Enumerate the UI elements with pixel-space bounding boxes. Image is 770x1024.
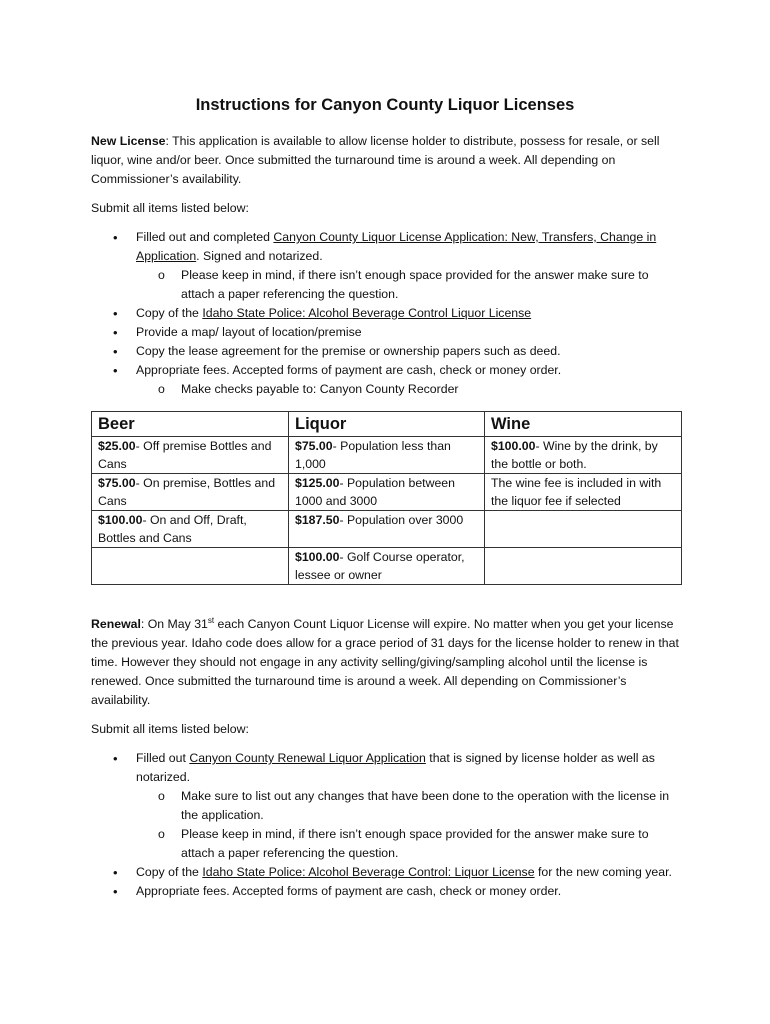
list-item-text: Appropriate fees. Accepted forms of payment are cash, check or money order. bbox=[136, 363, 562, 377]
fee-description: - Wine by the drink, by the bottle or both. bbox=[491, 439, 658, 471]
application-link[interactable]: Canyon County Liquor License Application: New, Transfers, Change in Application bbox=[136, 230, 657, 263]
fee-description: - On premise, Bottles and Cans bbox=[98, 476, 276, 508]
table-row bbox=[92, 437, 682, 474]
sub-list-item: o Please keep in mind, if there isn’t enough space provided for the answer make sure to attach a paper referencing the question. bbox=[136, 266, 683, 304]
table-cell bbox=[289, 474, 485, 511]
table-row bbox=[92, 548, 682, 585]
isp-liquor-license-link[interactable]: Idaho State Police: Alcohol Beverage Control: Liquor License bbox=[202, 865, 535, 879]
table-row bbox=[92, 511, 682, 548]
fee-amount: $100.00 bbox=[98, 513, 143, 527]
sub-list-item: o Make sure to list out any changes that have been done to the operation with the license in the application. bbox=[136, 787, 683, 825]
table-cell bbox=[485, 548, 682, 585]
list-item: • Appropriate fees. Accepted forms of payment are cash, check or money order. bbox=[91, 882, 683, 901]
page-title: Instructions for Canyon County Liquor Licenses bbox=[195, 96, 575, 114]
new-license-heading: New License bbox=[91, 134, 166, 148]
fee-description: - Population less than 1,000 bbox=[295, 439, 451, 471]
list-item bbox=[91, 361, 683, 399]
list-item bbox=[91, 304, 683, 323]
list-item-text: . Signed and notarized. bbox=[196, 249, 323, 263]
list-item: • Provide a map/ layout of location/premise bbox=[91, 323, 683, 342]
fee-amount: $125.00 bbox=[295, 476, 340, 490]
list-item-text: Filled out and completed bbox=[136, 230, 274, 244]
renewal-section bbox=[91, 615, 683, 710]
new-license-submit-text: Submit all items listed below: bbox=[91, 201, 249, 215]
ordinal-suffix: st bbox=[207, 615, 215, 625]
fee-amount: $75.00 bbox=[295, 439, 333, 453]
table-cell bbox=[92, 474, 289, 511]
list-item-text: for the new coming year. bbox=[534, 865, 672, 879]
table-cell bbox=[92, 511, 289, 548]
table-cell bbox=[289, 437, 485, 474]
isp-license-link[interactable]: Idaho State Police: Alcohol Beverage Control Liquor License bbox=[202, 306, 532, 320]
list-item bbox=[91, 749, 683, 863]
fee-amount: $187.50 bbox=[295, 513, 340, 527]
renewal-intro bbox=[91, 615, 683, 710]
fee-amount: $75.00 bbox=[98, 476, 136, 490]
renewal-heading: Renewal bbox=[91, 617, 141, 631]
list-item: • Copy the lease agreement for the premise or ownership papers such as deed. bbox=[91, 342, 683, 361]
new-license-section bbox=[91, 132, 683, 189]
sub-list-item: o Please keep in mind, if there isn’t enough space provided for the answer make sure to attach a paper referencing the question. bbox=[136, 825, 683, 863]
fee-description: - Population between 1000 and 3000 bbox=[295, 476, 455, 508]
renewal-checklist bbox=[91, 749, 683, 901]
renewal-submit-note bbox=[91, 720, 683, 739]
new-license-checklist bbox=[91, 228, 683, 399]
fee-description: - On and Off, Draft, Bottles and Cans bbox=[98, 513, 247, 545]
list-item bbox=[91, 228, 683, 304]
renewal-intro-text: : On May 31 bbox=[140, 617, 208, 631]
list-item-text: that is signed by license holder as well as notarized. bbox=[136, 751, 655, 784]
fee-amount: $25.00 bbox=[98, 439, 136, 453]
table-cell bbox=[485, 511, 682, 548]
table-cell bbox=[485, 437, 682, 474]
list-item bbox=[91, 863, 683, 882]
sub-list-item: o Make checks payable to: Canyon County Recorder bbox=[136, 380, 683, 399]
fee-description: - Off premise Bottles and Cans bbox=[98, 439, 272, 471]
renewal-application-link[interactable]: Canyon County Renewal Liquor Application bbox=[189, 751, 426, 765]
fee-description: - Population over 3000 bbox=[339, 513, 464, 527]
table-cell bbox=[92, 437, 289, 474]
table-cell bbox=[92, 548, 289, 585]
new-license-intro bbox=[91, 132, 683, 189]
table-cell bbox=[289, 511, 485, 548]
table-cell bbox=[289, 548, 485, 585]
fees-table bbox=[91, 411, 682, 585]
column-header-beer: Beer bbox=[92, 412, 289, 437]
new-license-submit-note bbox=[91, 199, 683, 218]
fee-amount: $100.00 bbox=[295, 550, 340, 564]
list-item-text: Copy of the bbox=[136, 306, 203, 320]
renewal-submit-text: Submit all items listed below: bbox=[91, 722, 249, 736]
new-license-intro-text: : This application is available to allow license holder to distribute, possess for resale, or sell liquor, wine and/or beer. Once submitted the turnaround time is around a week. All depending on Commissioner’s availability. bbox=[91, 134, 660, 186]
table-cell bbox=[485, 474, 682, 511]
fee-description: The wine fee is included in with the liquor fee if selected bbox=[491, 476, 662, 508]
fee-amount: $100.00 bbox=[491, 439, 536, 453]
column-header-liquor: Liquor bbox=[289, 412, 485, 437]
table-header-row bbox=[92, 412, 682, 437]
table-row bbox=[92, 474, 682, 511]
list-item-text: Filled out bbox=[136, 751, 190, 765]
column-header-wine: Wine bbox=[485, 412, 682, 437]
fee-description: - Golf Course operator, lessee or owner bbox=[295, 550, 465, 582]
renewal-intro-text: each Canyon Count Liquor License will expire. No matter when you get your license the previous year. Idaho code does allow for a grace period of 31 days for the license holder to renew in that time. However they should not engage in any activity selling/giving/sampling alcohol until the license is renewed. Once submitted the turnaround time is around a week. All depending on Commissioner’s availability. bbox=[91, 617, 679, 707]
list-item-text: Copy of the bbox=[136, 865, 203, 879]
